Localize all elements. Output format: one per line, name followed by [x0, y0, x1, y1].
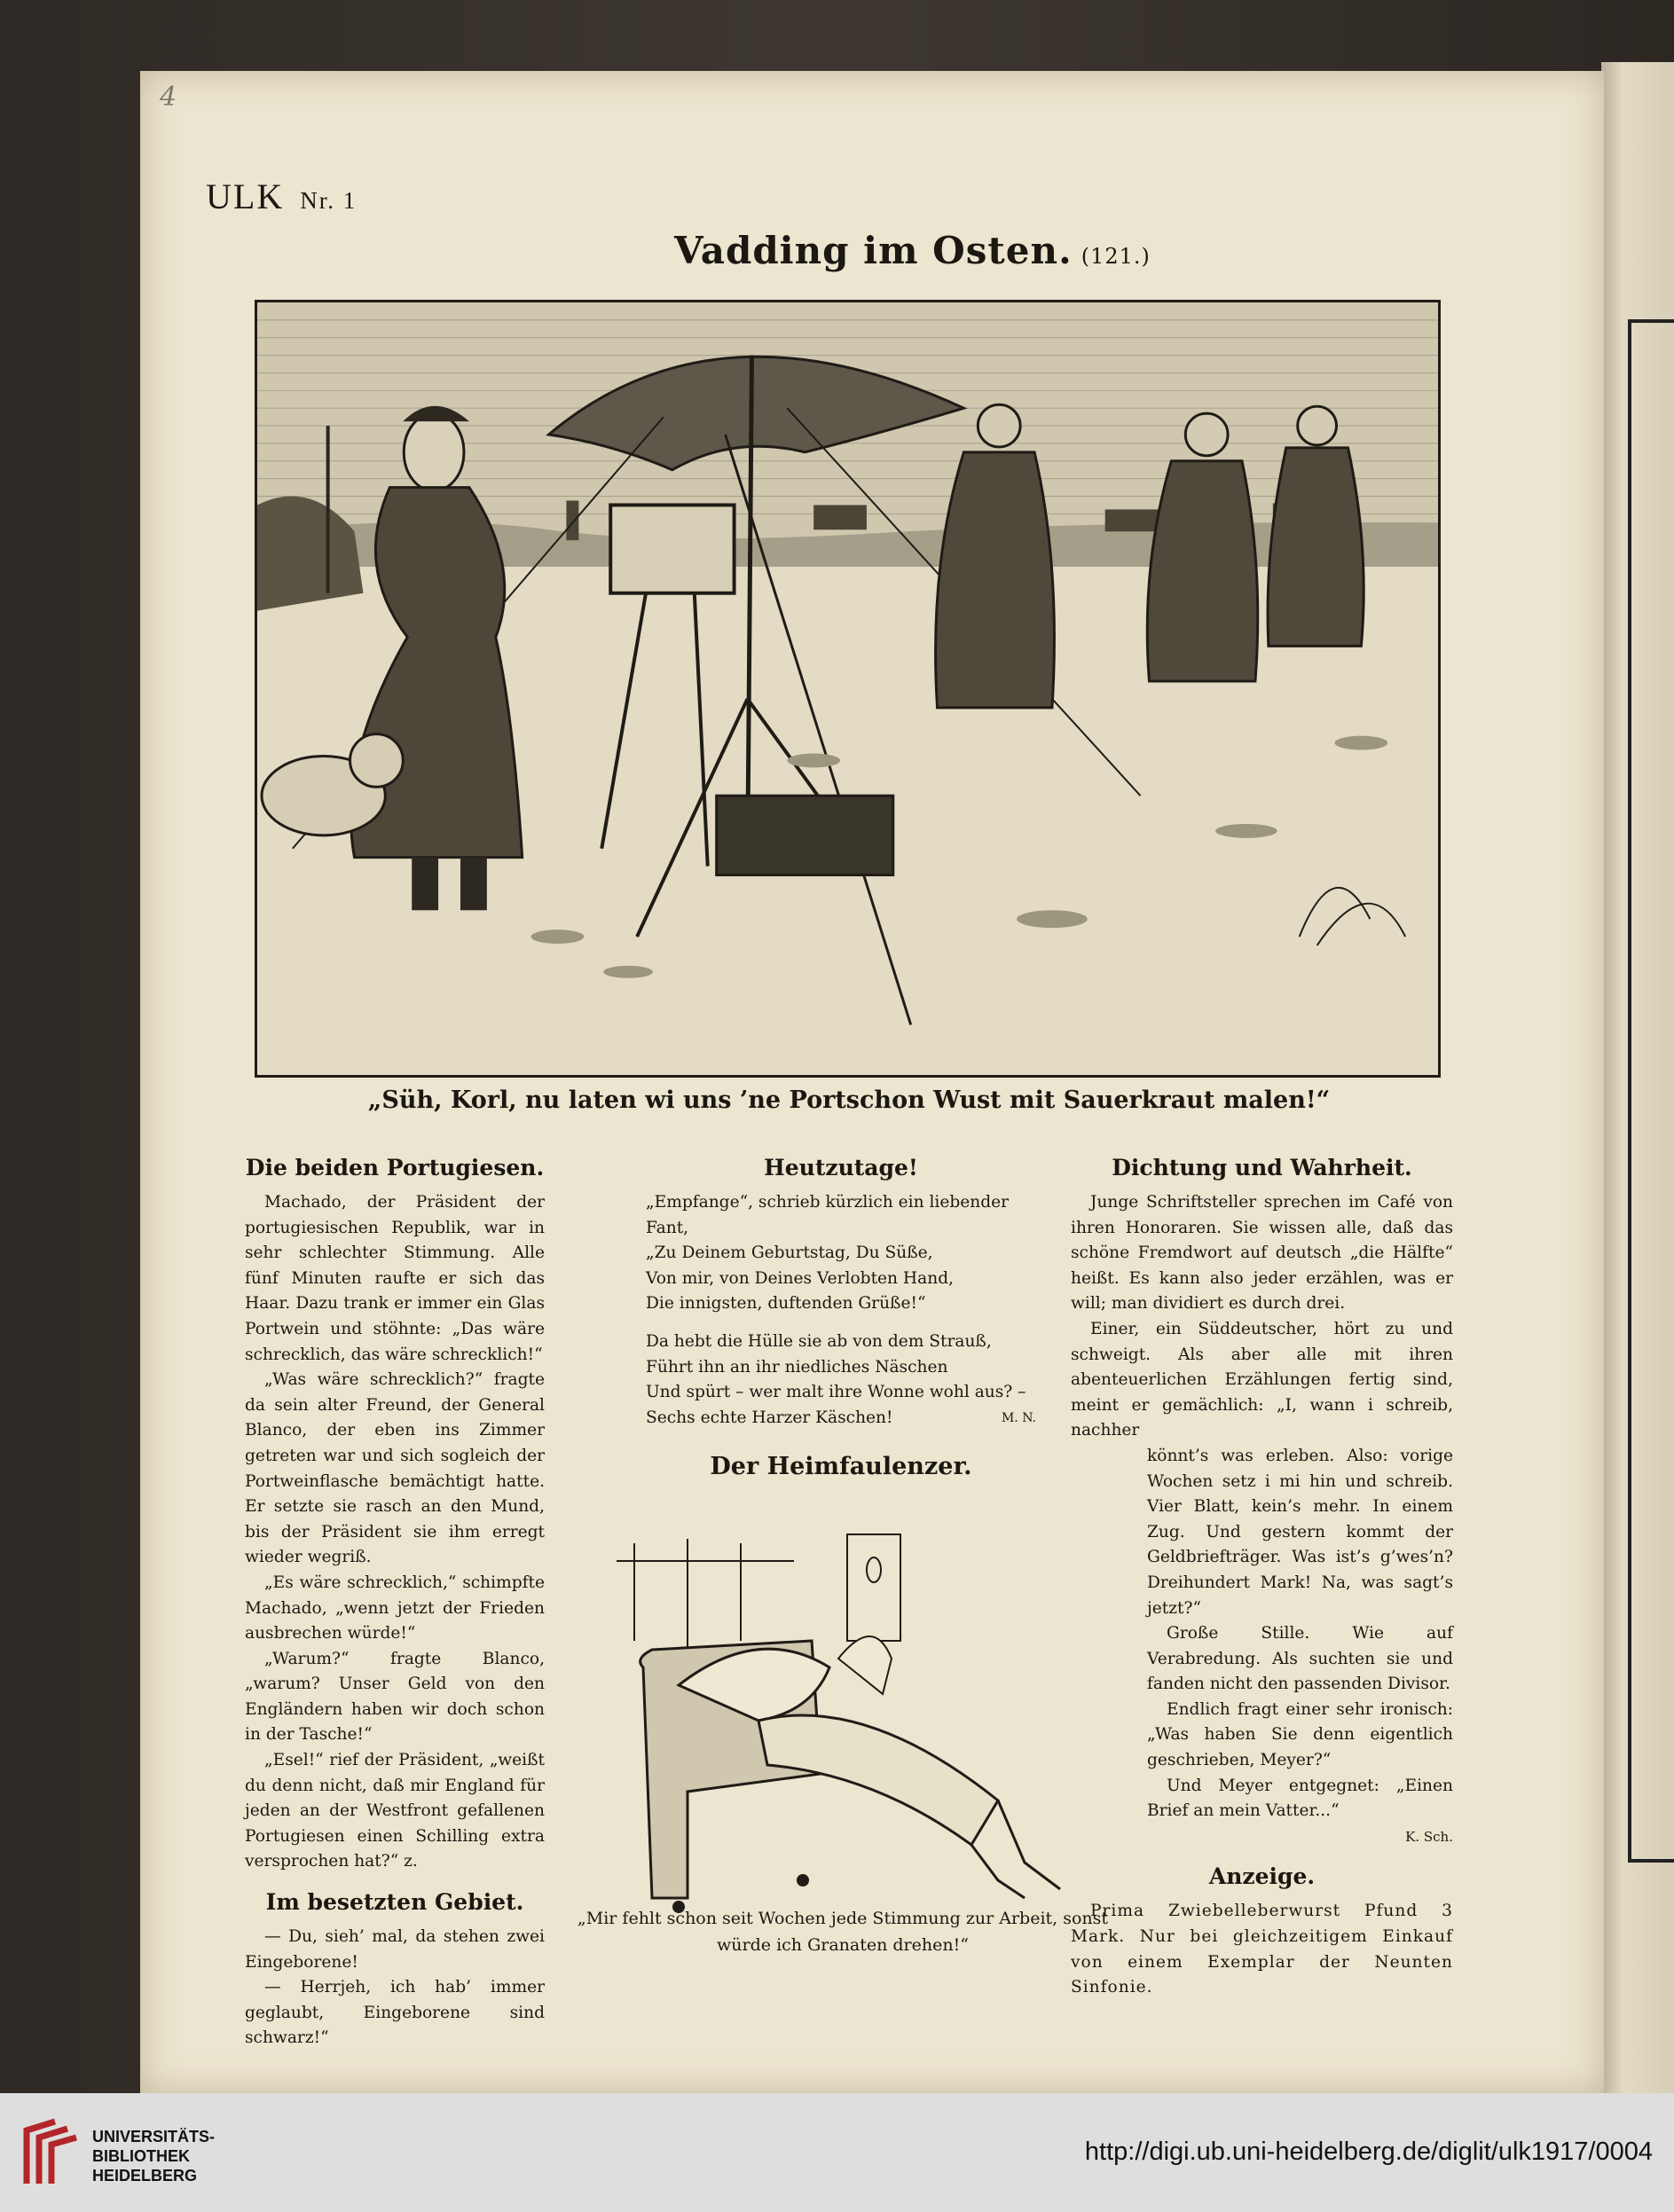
illustration-caption: „Mir fehlt schon seit Wochen jede Stimmung zur Arbeit, sonst würde ich Granaten drehen!“ [577, 1909, 1109, 1955]
library-name-line: UNIVERSITÄTS- [92, 2128, 216, 2145]
adjacent-page-edge [1601, 62, 1674, 2093]
illustration-title: Der Heimfaulenzer. [710, 1453, 972, 1480]
article-paragraph: „Was wäre schrecklich?“ fragte da sein alter Freund, der General Blanco, der eben ins Zimmer getreten war und sich sogleich der Portweinflasche bemächtigt hatte. Er setzte sie rasch an den Mund, bis der Präsident sie ihm erregt wieder wegriß. [245, 1370, 545, 1567]
poem-line: Da hebt die Hülle sie ab von dem Strauß, [646, 1331, 992, 1351]
poem-signature: M. N. [1001, 1410, 1036, 1425]
main-cartoon-illustration [255, 300, 1441, 1078]
article-paragraph: „Es wäre schrecklich,“ schimpfte Machado, „wenn jetzt der Frieden ausbrechen würde!“ [245, 1573, 545, 1643]
article-paragraph-text: „Esel!“ rief der Präsident, „weißt du denn nicht, daß mir England für jeden an der Westfront gefallenen Portugiesen einen Schilling extra versprochen hat?“ [245, 1751, 545, 1871]
main-cartoon-caption: „Süh, Korl, nu laten wi uns ’ne Portschon Wust mit Sauerkraut malen!“ [367, 1086, 1331, 1114]
article-heading-dichtung: Dichtung und Wahrheit. [1112, 1155, 1412, 1181]
adjacent-page-frame [1628, 319, 1674, 1863]
library-name-line: BIBLIOTHEK [92, 2147, 190, 2165]
poem-line: „Empfange“, schrieb kürzlich ein liebender Fant, [646, 1193, 1010, 1237]
article-paragraph: Junge Schriftsteller sprechen im Café von ihren Honoraren. Sie wissen alle, daß das schöne Fremdwort auf deutsch „die Hälfte“ heißt. Es kann also jeder erzählen, was er will; man dividiert es durch drei. [1071, 1193, 1453, 1314]
poem-line [646, 1406, 1036, 1432]
column-right [1071, 1153, 1453, 2001]
stanza-gap [646, 1317, 1036, 1330]
page-corner-mark: 4 [160, 82, 177, 113]
article-paragraph: Machado, der Präsident der portugiesischen Republik, war in sehr schlechter Stimmung. Alle fünf Minuten raufte er sich das Haar. Dazu trank er immer ein Glas Portwein und stöhnte: „Das wäre schrecklich, das wäre schrecklich!“ [245, 1193, 545, 1364]
article-paragraph: — Herrjeh, ich hab’ immer geglaubt, Eingeborene sind schwarz!“ [245, 1978, 545, 2048]
library-footer [0, 2093, 1674, 2212]
main-cartoon-drawing [257, 302, 1438, 1075]
source-url-link[interactable]: http://digi.ub.uni-heidelberg.de/diglit/ulk1917/0004 [1084, 2137, 1653, 2166]
issue-number: Nr. 1 [300, 187, 358, 214]
column-left [245, 1153, 545, 2051]
article-paragraph: — Du, sieh’ mal, da stehen zwei Eingeborene! [245, 1927, 545, 1972]
poem-line-text: Sechs echte Harzer Käschen! [646, 1408, 893, 1427]
article-heading-portugiesen: Die beiden Portugiesen. [245, 1155, 545, 1181]
poem-line: Und spürt – wer malt ihre Wonne wohl aus? – [646, 1383, 1026, 1402]
library-name [92, 2127, 215, 2185]
cartoon-title [674, 229, 1151, 272]
article-paragraph: „Warum?“ fragte Blanco, „warum? Unser Geld von den Engländern haben wir doch schon in der Tasche!“ [245, 1649, 545, 1745]
poem-line: „Zu Deinem Geburtstag, Du Süße, [646, 1243, 933, 1263]
article-paragraph: Große Stille. Wie auf Verabredung. Als suchten sie und fanden nicht den passenden Divisor. [1147, 1624, 1453, 1694]
article-paragraph: Einer, ein Süddeutscher, hört zu und schweigt. Als aber alle mit ihren abenteuerlichen Erzählungen fertig sind, meint er gemächlich: „I, wann i schreib, nachher [1071, 1319, 1453, 1440]
narrow-text-block [1147, 1444, 1453, 1850]
ad-heading: Anzeige. [1208, 1863, 1316, 1890]
masthead [206, 176, 357, 217]
ad-text: Prima Zwiebelleberwurst Pfund 3 Mark. Nur bei gleichzeitigem Einkauf von einem Exemplar der Neunten Sinfonie. [1071, 1902, 1453, 1997]
article-paragraph [245, 1748, 545, 1875]
library-name-line: HEIDELBERG [92, 2167, 198, 2185]
article-signature: K. Sch. [1405, 1828, 1453, 1845]
article-paragraph: Und Meyer entgegnet: „Einen Brief an mein Vatter...“ [1147, 1776, 1453, 1821]
cartoon-number: (121.) [1081, 244, 1151, 269]
article-signature: z. [404, 1852, 418, 1871]
article-paragraph: könnt’s was erleben. Also: vorige Wochen setz i mi hin und schreib. Vier Blatt, kein’s mehr. In einem Zug. Und gestern kommt der Geldbriefträger. Was ist’s g’wes’n? Dreihundert Mark! Na, was sagt’s jetzt?“ [1147, 1446, 1453, 1618]
poem-heading: Heutzutage! [764, 1155, 918, 1181]
article-paragraph: Endlich fragt einer sehr ironisch: „Was haben Sie denn eigentlich geschrieben, Meyer?“ [1147, 1699, 1453, 1770]
poem-line: Von mir, von Deines Verlobten Hand, [646, 1268, 955, 1288]
poem-line: Die innigsten, duftenden Grüße!“ [646, 1294, 926, 1314]
masthead-title: ULK [206, 176, 285, 216]
library-logo-icon [20, 2118, 80, 2187]
heimfaulenzer-drawing [581, 1508, 1078, 1916]
article-heading-besetzten-gebiet: Im besetzten Gebiet. [265, 1889, 524, 1916]
cartoon-title-text: Vadding im Osten. [674, 229, 1073, 272]
heimfaulenzer-illustration [581, 1508, 1078, 1916]
column-middle [646, 1153, 1036, 1431]
poem-line: Führt ihn an ihr niedliches Näschen [646, 1357, 948, 1377]
